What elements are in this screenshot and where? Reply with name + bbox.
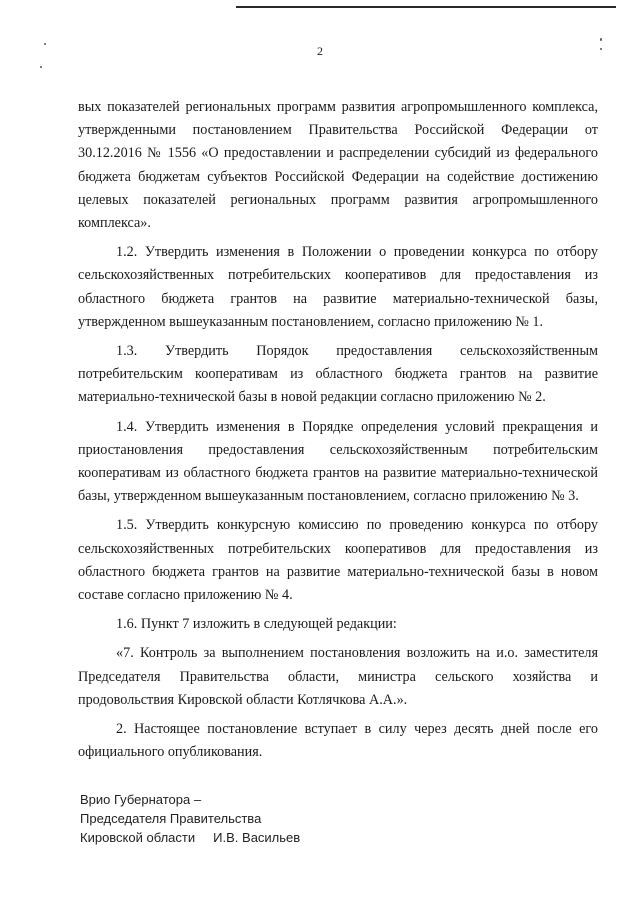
signature-block — [80, 790, 300, 847]
paragraph-continuation: вых показателей региональных программ развития агропромышленного комплекса, утвержденными постановлением Правительства Российской Федерации от 30.12.2016 № 1556 «О предоставлении и распределении субсидий из федерального бюджета бюджетам субъектов Российской Федерации на содействие достижению целевых показателей региональных программ развития агропромышленного комплекса». — [78, 99, 598, 232]
signature-name-line: Кировской области И.В. Васильев — [80, 830, 301, 845]
top-border-rule — [236, 6, 616, 8]
paragraph-1-3: 1.3. Утвердить Порядок предоставления сельскохозяйственным потребительским кооперативам из областного бюджета грантов на развитие материально-технической базы в новой редакции согласно приложению № 2. — [78, 343, 598, 406]
signature-title-line: Председателя Правительства — [80, 811, 262, 826]
paragraph-2: 2. Настоящее постановление вступает в силу через десять дней после его официального опубликования. — [78, 721, 598, 761]
paragraph-1-6: 1.6. Пункт 7 изложить в следующей редакции: — [116, 616, 397, 633]
paragraph-point-7: «7. Контроль за выполнением постановления возложить на и.о. заместителя Председателя Правительства области, министра сельского хозяйства и продовольствия Кировской области Котлячкова А.А.». — [78, 645, 598, 708]
scan-speck — [40, 66, 42, 68]
page-number: 2 — [317, 44, 323, 58]
paragraph-1-2: 1.2. Утвердить изменения в Положении о проведении конкурса по отбору сельскохозяйственных потребительских кооперативов для предоставления из областного бюджета грантов на развитие материально-технической базы, утвержденном вышеуказанным постановлением, согласно приложению № 1. — [78, 244, 598, 330]
scan-speck — [600, 38, 602, 41]
document-body — [78, 96, 598, 770]
paragraph-1-5: 1.5. Утвердить конкурсную комиссию по проведению конкурса по отбору сельскохозяйственных потребительских кооперативов для предоставления из областного бюджета грантов на развитие материально-технической базы в новом составе согласно приложению № 4. — [78, 517, 598, 604]
paragraph-1-4: 1.4. Утвердить изменения в Порядке определения условий прекращения и приостановления предоставления сельскохозяйственным потребительским кооперативам из областного бюджета грантов на развитие материально-технической базы, утвержденном вышеуказанным постановлением, согласно приложению № 3. — [78, 418, 598, 505]
signature-title-line: Врио Губернатора – — [80, 792, 202, 807]
